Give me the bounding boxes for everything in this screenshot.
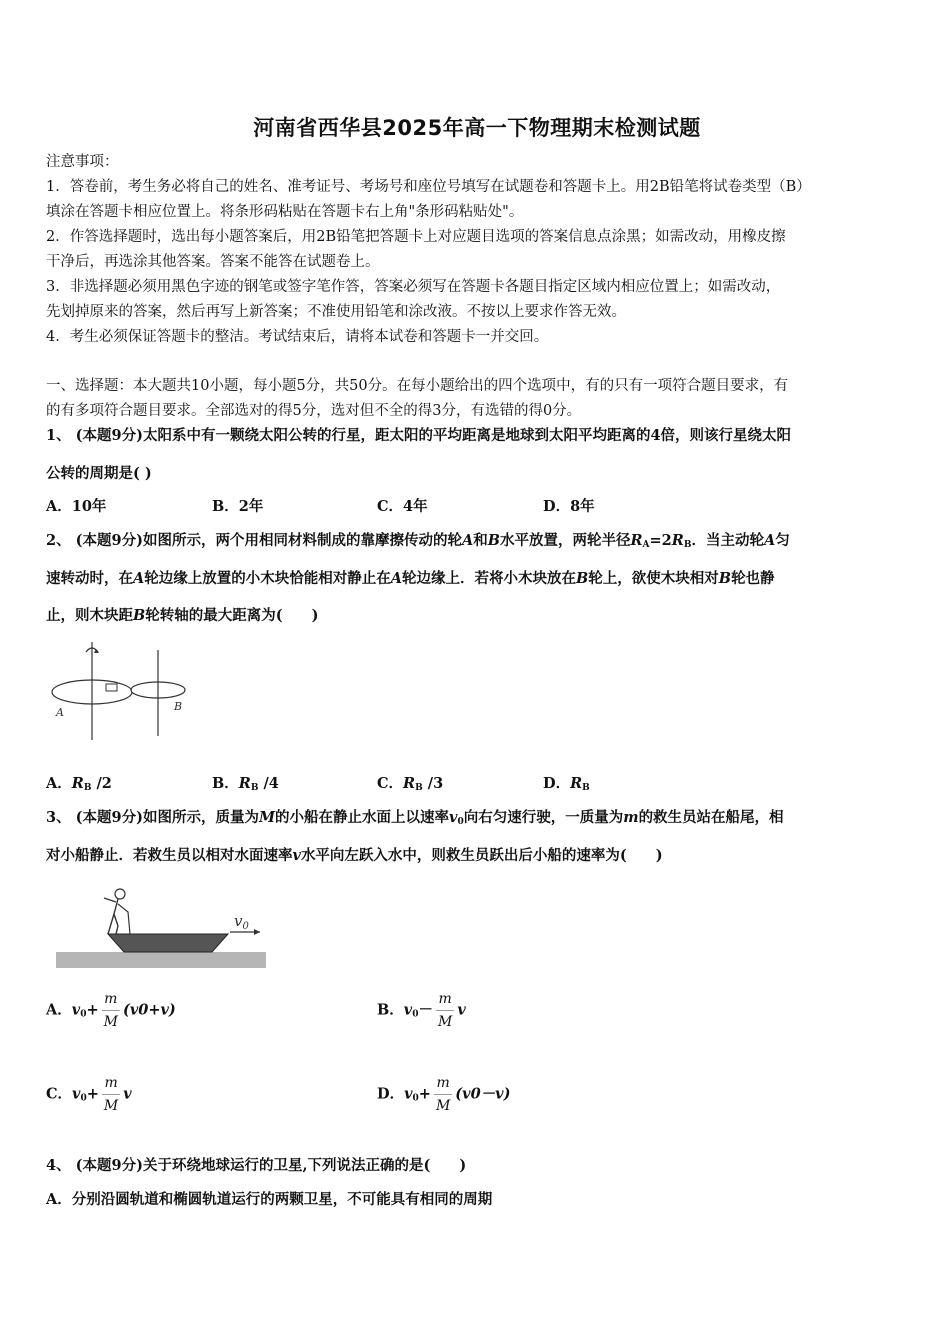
q4-option-a[interactable]: A．分别沿圆轨道和椭圆轨道运行的两颗卫星，不可能具有相同的周期 — [46, 1191, 493, 1208]
notice-line: 2．作答选择题时，选出每小题答案后，用2B铅笔把答题卡上对应题目选项的答案信息点涂黑；如需改动，用橡皮擦 — [46, 229, 786, 245]
q1-option-c[interactable]: C．4年 — [377, 498, 428, 515]
velocity-sub: 0 — [242, 921, 249, 932]
notice-line: 3．非选择题必须用黑色字迹的钢笔或签字笔作答，答案必须写在答题卡各题目指定区域内相应位置上；如需改动， — [46, 279, 781, 295]
q1-option-d[interactable]: D．8年 — [543, 498, 595, 515]
q1-option-a[interactable]: A．10年 — [46, 498, 107, 515]
q3-option-c[interactable]: C．$v_0+$ $\frac{m}{M}$ v — [46, 1072, 132, 1117]
notice-line: 干净后，再选涂其他答案。答案不能答在试题卷上。 — [46, 254, 380, 270]
question-3-text: 对小船静止．若救生员以相对水面速率v水平向左跃入水中，则救生员跃出后小船的速率为( ) — [46, 847, 663, 864]
wheel-a-label: A — [56, 706, 64, 719]
section-instructions: 的有多项符合题目要求。全部选对的得5分，选对但不全的得3分，有选错的得0分。 — [46, 403, 582, 419]
q2-option-d[interactable]: D．$R_B$ — [543, 775, 590, 793]
page-title: 河南省西华县2025年高一下物理期末检测试题 — [253, 116, 701, 140]
q2-option-b[interactable]: B．$R_B$ /4 — [212, 775, 279, 793]
section-instructions: 一、选择题：本大题共10小题，每小题5分，共50分。在每小题给出的四个选项中，有的只有一项符合题目要求，有 — [46, 378, 789, 394]
q2-option-c[interactable]: C．$R_B$ /3 — [377, 775, 444, 793]
notice-line: 4．考生必须保证答题卡的整洁。考试结束后，请将本试卷和答题卡一并交回。 — [46, 329, 549, 345]
notice-heading: 注意事项： — [46, 154, 119, 170]
velocity-label: v — [234, 912, 243, 930]
notice-line: 1．答卷前，考生务必将自己的姓名、准考证号、考场号和座位号填写在试题卷和答题卡上。用2B铅笔将试卷类型（B） — [46, 179, 811, 195]
wheel-b-label: B — [174, 700, 183, 713]
notice-line: 先划掉原来的答案，然后再写上新答案；不准使用铅笔和涂改液。不按以上要求作答无效。 — [46, 304, 626, 320]
q3-option-d[interactable]: D．$v_0+$ $\frac{m}{M}$ (v0－v) — [377, 1072, 510, 1117]
svg-text:v0 — [234, 912, 249, 932]
q3-option-b[interactable]: B．$v_0-$ $\frac{m}{M}$ v — [377, 988, 466, 1033]
q3-option-a[interactable]: A．$v_0+$ $\frac{m}{M}$ (v0+v) — [46, 988, 176, 1033]
question-3-text: 3、 (本题9分)如图所示，质量为M的小船在静止水面上以速率$v_0$向右匀速行驶，一质量为m的救生员站在船尾，相 — [46, 809, 784, 827]
boat-figure — [56, 882, 268, 972]
q2-option-a[interactable]: A．$R_B$ /2 — [46, 775, 112, 793]
question-2-text: 止，则木块距B轮转轴的最大距离为( ) — [46, 607, 319, 624]
q1-option-b[interactable]: B．2年 — [212, 498, 264, 515]
question-4-text: 4、 (本题9分)关于环绕地球运行的卫星,下列说法正确的是( ) — [46, 1157, 467, 1174]
question-2-text: 2、 (本题9分)如图所示，两个用相同材料制成的靠摩擦传动的轮A和B水平放置，两轮半径$R_A=2R_B$．当主动轮A匀 — [46, 532, 790, 550]
question-1-text: 1、 (本题9分)太阳系中有一颗绕太阳公转的行星，距太阳的平均距离是地球到太阳平均距离的4倍，则该行星绕太阳 — [46, 427, 792, 444]
friction-wheels-figure — [50, 640, 200, 748]
question-1-text: 公转的周期是( ) — [46, 465, 152, 482]
question-2-text: 速转动时，在A轮边缘上放置的小木块恰能相对静止在A轮边缘上．若将小木块放在B轮上，欲使木块相对B轮也静 — [46, 570, 775, 587]
notice-line: 填涂在答题卡相应位置上。将条形码粘贴在答题卡右上角"条形码粘贴处"。 — [46, 204, 524, 220]
